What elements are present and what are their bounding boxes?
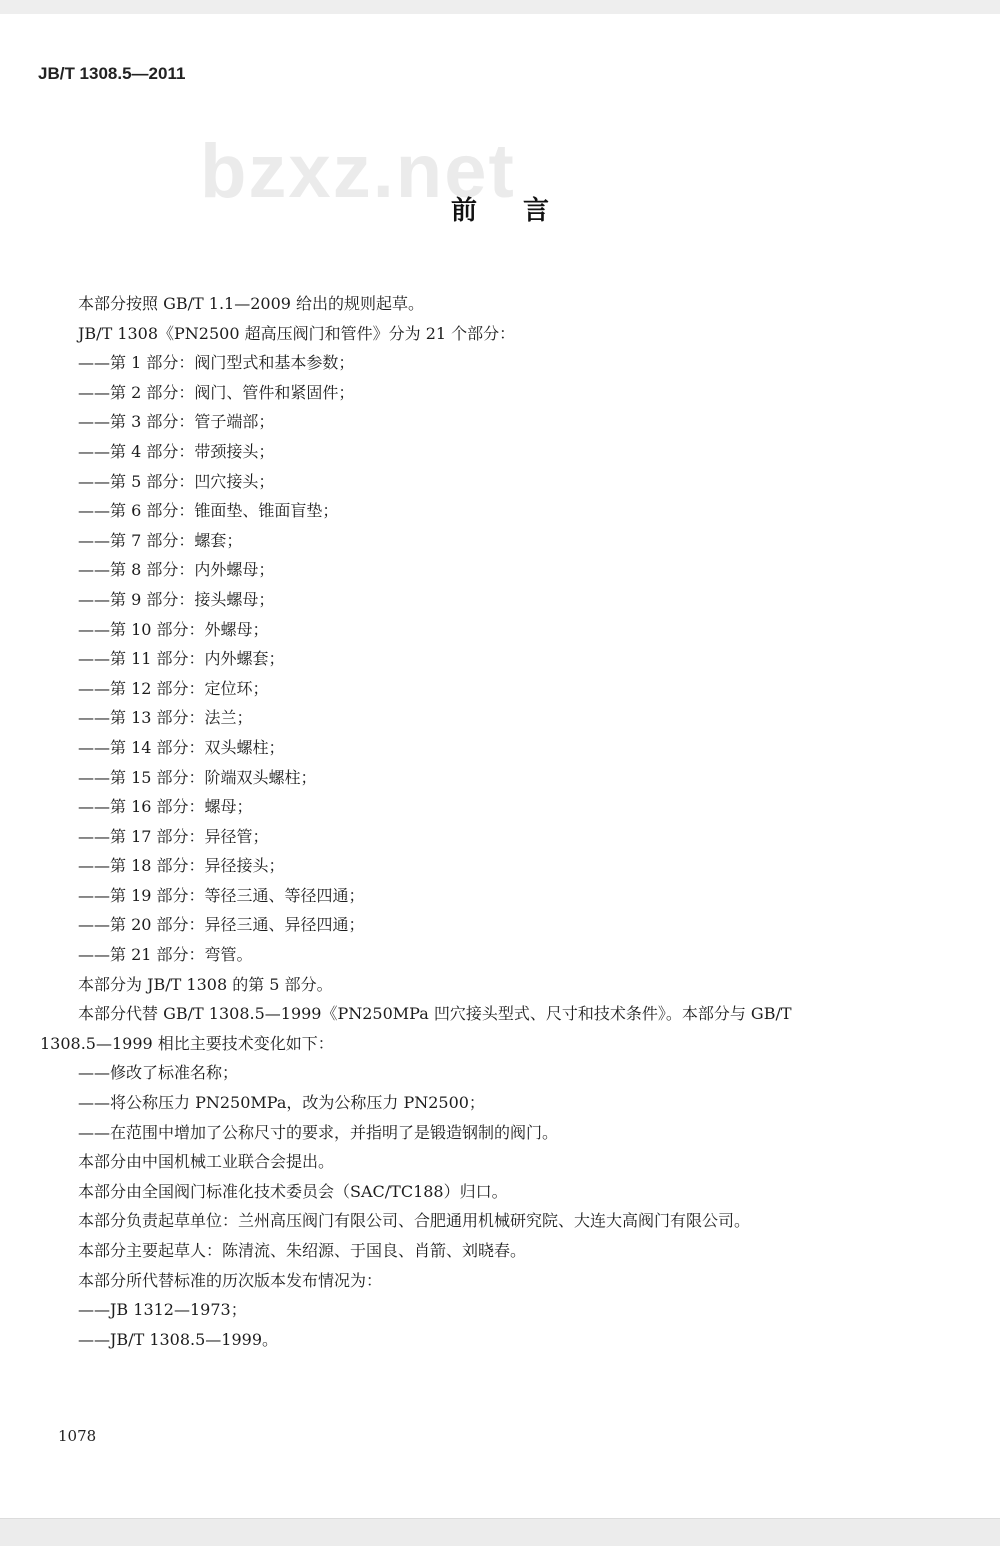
list-item: ——第 8 部分：内外螺母； xyxy=(78,560,275,580)
text-line: JB/T 1308《PN2500 超高压阀门和管件》分为 21 个部分： xyxy=(78,323,516,343)
list-item: ——修改了标准名称； xyxy=(78,1063,239,1083)
list-item: ——第 17 部分：异径管； xyxy=(78,826,269,846)
document-body xyxy=(40,289,932,1354)
list-item: ——第 7 部分：螺套； xyxy=(78,530,243,550)
list-item: ——第 19 部分：等径三通、等径四通； xyxy=(78,885,365,905)
page-number: 1078 xyxy=(58,1427,97,1445)
text-line: 本部分按照 GB/T 1.1—2009 给出的规则起草。 xyxy=(78,294,425,313)
list-item: ——第 15 部分：阶端双头螺柱； xyxy=(78,767,317,787)
list-item: ——第 18 部分：异径接头； xyxy=(78,856,285,876)
list-item: ——第 11 部分：内外螺套； xyxy=(78,649,285,669)
list-item: ——第 10 部分：外螺母； xyxy=(78,619,269,639)
top-bar xyxy=(0,0,1000,14)
text-line: 本部分为 JB/T 1308 的第 5 部分。 xyxy=(78,974,333,994)
list-item: ——第 13 部分：法兰； xyxy=(78,708,253,728)
list-item: ——第 20 部分：异径三通、异径四通； xyxy=(78,915,365,935)
list-item: ——第 6 部分：锥面垫、锥面盲垫； xyxy=(78,501,339,521)
page-title: 前言 xyxy=(450,196,595,226)
watermark: bzxz.net xyxy=(200,129,516,214)
replace-para-line2: 1308.5—1999 相比主要技术变化如下： xyxy=(40,1033,334,1053)
list-item: ——第 14 部分：双头螺柱； xyxy=(78,737,285,757)
list-item: ——第 21 部分：弯管。 xyxy=(78,945,253,965)
list-item: ——将公称压力 PN250MPa，改为公称压力 PN2500； xyxy=(78,1093,485,1113)
list-item: ——第 16 部分：螺母； xyxy=(78,797,253,817)
list-item: ——JB/T 1308.5—1999。 xyxy=(78,1329,279,1349)
list-item: ——在范围中增加了公称尺寸的要求，并指明了是锻造钢制的阀门。 xyxy=(78,1122,559,1142)
text-line: 本部分主要起草人：陈清流、朱绍源、于国良、肖箭、刘晓春。 xyxy=(78,1241,527,1260)
standard-code: JB/T 1308.5—2011 xyxy=(38,64,186,83)
text-line: 本部分所代替标准的历次版本发布情况为： xyxy=(78,1270,383,1290)
text-line: 本部分由全国阀门标准化技术委员会（SAC/TC188）归口。 xyxy=(78,1181,508,1201)
text-line: 本部分负责起草单位：兰州高压阀门有限公司、合肥通用机械研究院、大连大高阀门有限公司。 xyxy=(78,1211,751,1231)
list-item: ——JB 1312—1973； xyxy=(78,1300,247,1320)
list-item: ——第 2 部分：阀门、管件和紧固件； xyxy=(78,382,355,402)
list-item: ——第 5 部分：凹穴接头； xyxy=(78,471,275,491)
bottom-bar xyxy=(0,1518,1000,1546)
list-item: ——第 1 部分：阀门型式和基本参数； xyxy=(78,353,355,373)
list-item: ——第 4 部分：带颈接头； xyxy=(78,441,275,461)
list-item: ——第 9 部分：接头螺母； xyxy=(78,589,275,609)
list-item: ——第 3 部分：管子端部； xyxy=(78,412,275,432)
replace-para-line1: 本部分代替 GB/T 1308.5—1999《PN250MPa 凹穴接头型式、尺寸和技术条件》。本部分与 GB/T xyxy=(78,1004,792,1024)
text-line: 本部分由中国机械工业联合会提出。 xyxy=(78,1152,335,1172)
list-item: ——第 12 部分：定位环； xyxy=(78,678,269,698)
